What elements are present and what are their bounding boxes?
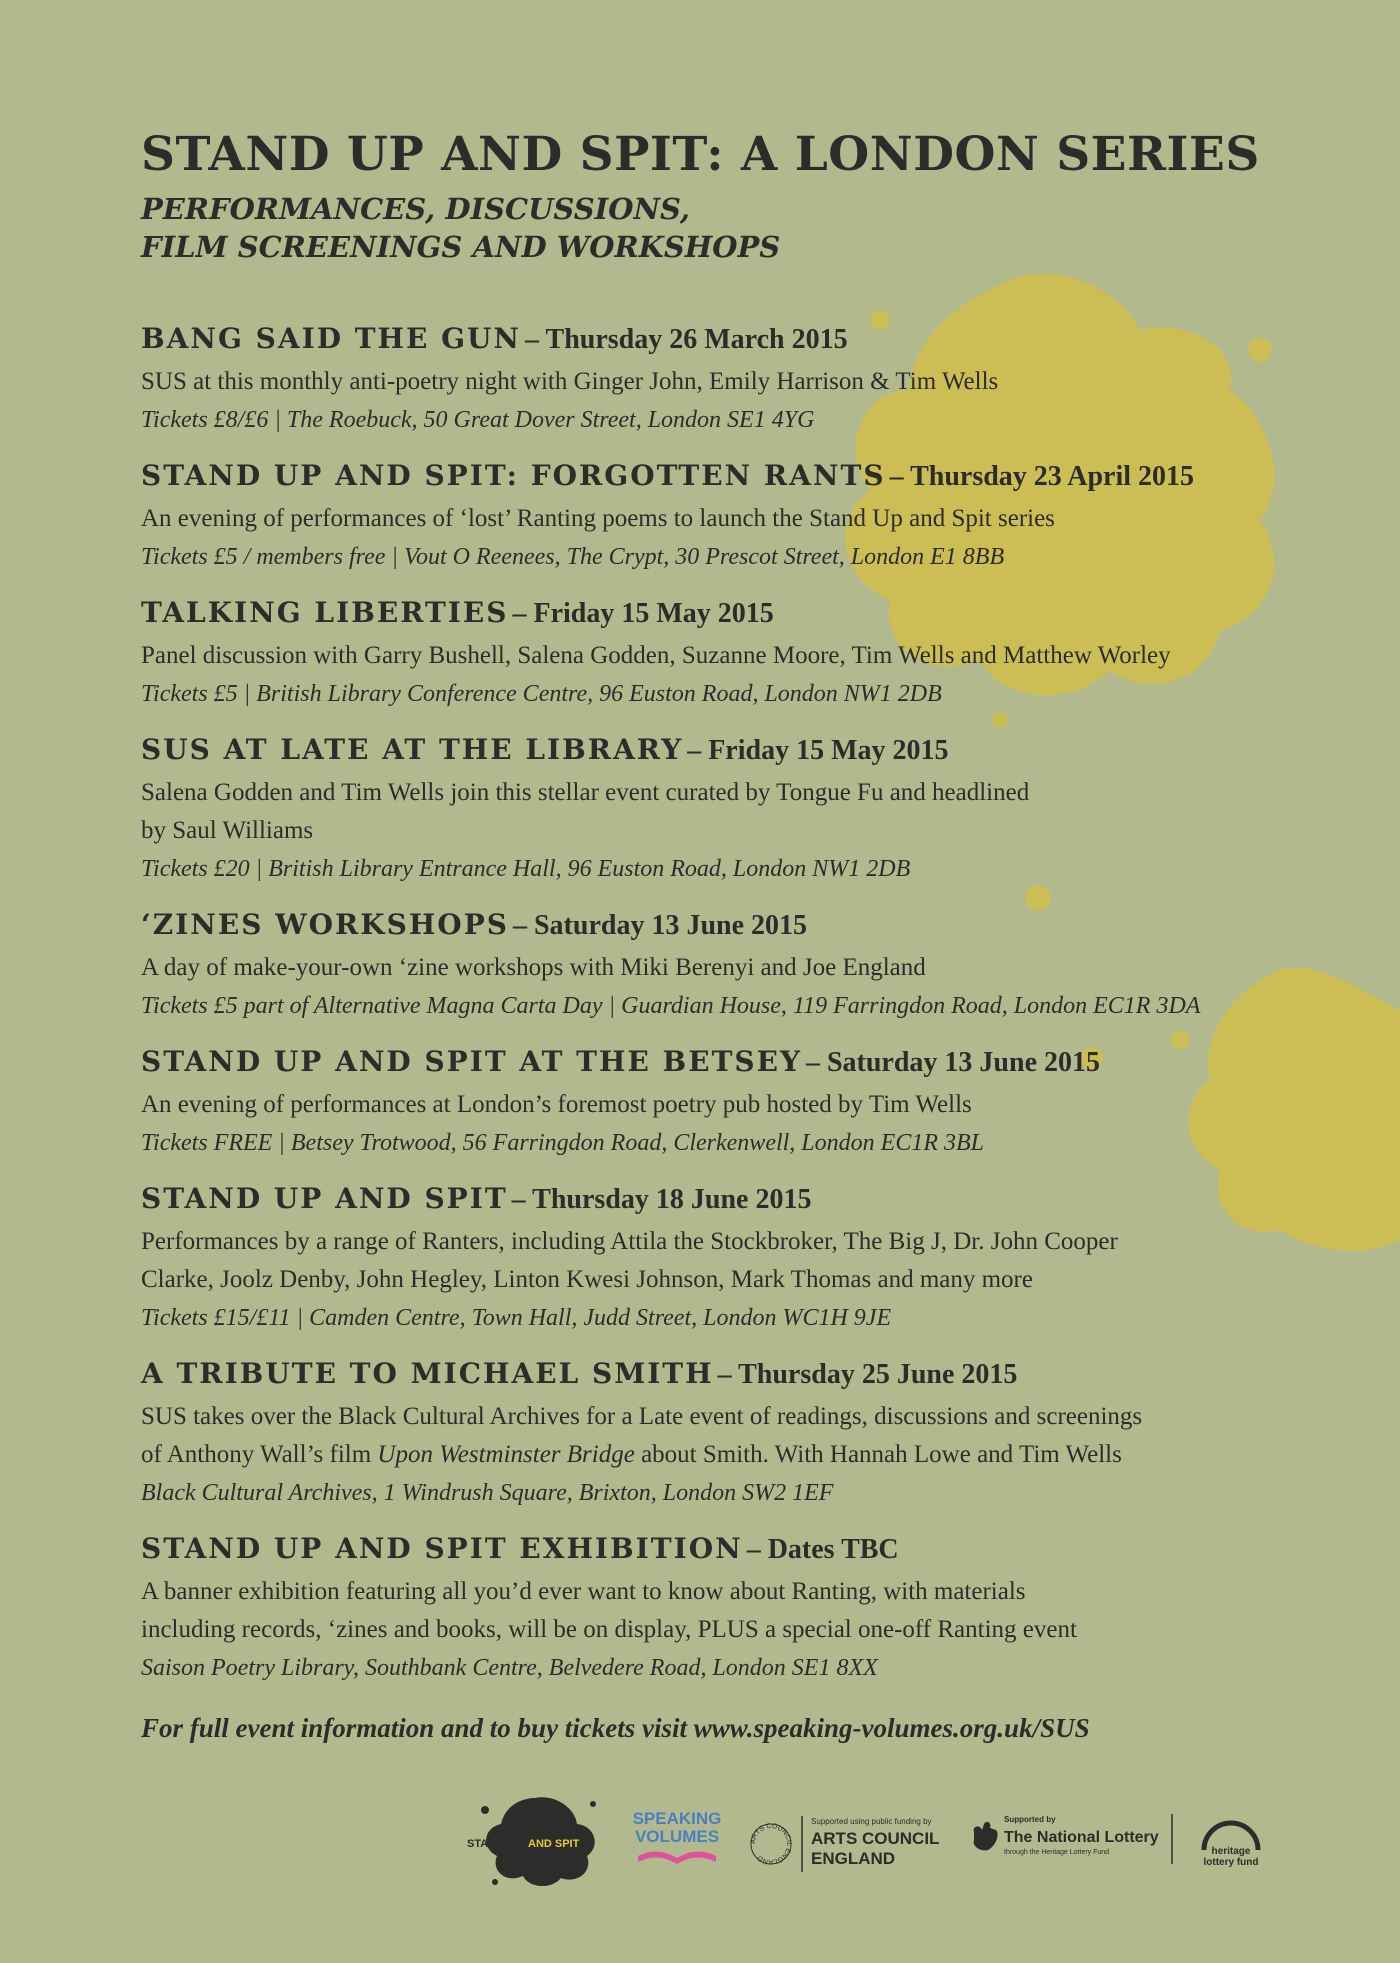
event-description-line-2: Clarke, Joolz Denby, John Hegley, Linton Kwesi Johnson, Mark Thomas and many more [141, 1266, 1033, 1294]
sv-logo-line-2: VOLUMES [634, 1827, 720, 1846]
event-venue: Tickets FREE | Betsey Trotwood, 56 Farringdon Road, Clerkenwell, London EC1R 3BL [141, 1130, 984, 1157]
event-item [141, 1043, 1361, 1162]
heritage-lottery-fund-logo [1198, 1814, 1264, 1870]
event-description: A day of make-your-own ‘zine workshops with Miki Berenyi and Joe England [141, 954, 926, 982]
event-venue: Tickets £8/£6 | The Roebuck, 50 Great Dover Street, London SE1 4YG [141, 407, 815, 434]
event-heading [141, 1043, 1361, 1086]
national-lottery-logo [962, 1812, 1182, 1872]
sponsor-logos [465, 1790, 1265, 1890]
event-venue: Tickets £5 | British Library Conference Centre, 96 Euston Road, London NW1 2DB [141, 681, 942, 708]
event-name: SUS AT LATE AT THE LIBRARY [141, 733, 684, 767]
event-venue: Tickets £5 / members free | Vout O Reenees, The Crypt, 30 Prescot Street, London E1 8BB [141, 544, 1005, 571]
film-intro-text: of Anthony Wall’s film [141, 1441, 378, 1469]
nl-small-text: Supported by [1004, 1815, 1056, 1824]
arts-council-england-logo [747, 1810, 947, 1880]
event-date: – Friday 15 May 2015 [687, 735, 949, 767]
event-description: An evening of performances at London’s foremost poetry pub hosted by Tim Wells [141, 1091, 972, 1119]
speaking-volumes-logo [630, 1806, 725, 1876]
event-venue: Black Cultural Archives, 1 Windrush Square, Brixton, London SW2 1EF [141, 1480, 834, 1507]
event-name: BANG SAID THE GUN [141, 322, 522, 356]
event-date: – Saturday 13 June 2015 [512, 910, 808, 942]
event-name: STAND UP AND SPIT EXHIBITION [141, 1532, 743, 1566]
event-item [141, 1180, 1361, 1337]
event-date: – Thursday 25 June 2015 [717, 1359, 1018, 1391]
event-description-line-2: including records, ‘zines and books, will be on display, PLUS a special one-off Ranting event [141, 1616, 1077, 1644]
event-description-line-2: by Saul Williams [141, 817, 314, 845]
event-name: STAND UP AND SPIT AT THE BETSEY [141, 1045, 802, 1079]
event-name: STAND UP AND SPIT [141, 1182, 508, 1216]
ace-ring-text: ARTS COUNCIL ENGLAND [749, 1822, 793, 1866]
event-description: Performances by a range of Ranters, including Attila the Stockbroker, The Big J, Dr. John Cooper [141, 1228, 1118, 1256]
hlf-logo-line-2: lottery fund [1203, 1857, 1259, 1868]
event-name: TALKING LIBERTIES [141, 596, 509, 630]
film-outro-text: about Smith. With Hannah Lowe and Tim Wells [634, 1441, 1122, 1469]
stand-up-and-spit-logo [465, 1790, 605, 1890]
event-date: – Friday 15 May 2015 [512, 598, 774, 630]
main-content [141, 128, 1361, 1744]
event-heading [141, 1355, 1361, 1398]
event-item [141, 1355, 1361, 1512]
event-item [141, 906, 1361, 1025]
event-heading [141, 1530, 1361, 1573]
event-item [141, 1530, 1361, 1687]
event-venue: Tickets £20 | British Library Entrance Hall, 96 Euston Road, London NW1 2DB [141, 856, 911, 883]
page-title: STAND UP AND SPIT: A LONDON SERIES [141, 127, 1260, 182]
event-description-line-2 [141, 1436, 1361, 1474]
sus-logo-text-right: AND SPIT [528, 1838, 580, 1850]
nl-sub-text: through the Heritage Lottery Fund [1004, 1849, 1110, 1856]
event-item [141, 594, 1361, 713]
event-description: Panel discussion with Garry Bushell, Salena Godden, Suzanne Moore, Tim Wells and Matthew Worley [141, 642, 1171, 670]
event-description: An evening of performances of ‘lost’ Ranting poems to launch the Stand Up and Spit series [141, 505, 1055, 533]
ace-logo-line-2: ENGLAND [811, 1849, 896, 1868]
event-venue: Tickets £5 part of Alternative Magna Carta Day | Guardian House, 119 Farringdon Road, London EC1R 3DA [141, 993, 1201, 1020]
event-item [141, 731, 1361, 888]
event-heading [141, 594, 1361, 637]
film-title: Upon Westminster Bridge [377, 1441, 635, 1469]
event-item [141, 457, 1361, 576]
event-venue: Tickets £15/£11 | Camden Centre, Town Hall, Judd Street, London WC1H 9JE [141, 1305, 892, 1332]
event-heading [141, 320, 1361, 363]
event-heading [141, 731, 1361, 774]
nl-logo-text: The National Lottery [1004, 1829, 1159, 1846]
sus-logo-text-left: STAND UP [467, 1838, 523, 1850]
event-description: SUS at this monthly anti-poetry night with Ginger John, Emily Harrison & Tim Wells [141, 368, 999, 396]
event-name: STAND UP AND SPIT: FORGOTTEN RANTS [141, 459, 886, 493]
event-heading [141, 457, 1361, 500]
event-description: SUS takes over the Black Cultural Archives for a Late event of readings, discussions and screenings [141, 1403, 1143, 1431]
event-name: A TRIBUTE TO MICHAEL SMITH [141, 1357, 714, 1391]
event-date: – Dates TBC [746, 1534, 899, 1566]
subtitle-line-2: FILM SCREENINGS AND WORKSHOPS [141, 230, 781, 265]
event-item [141, 320, 1361, 439]
event-date: – Thursday 18 June 2015 [511, 1184, 812, 1216]
ace-logo-line-1: ARTS COUNCIL [811, 1829, 940, 1848]
sv-logo-line-1: SPEAKING [632, 1809, 722, 1828]
event-venue: Saison Poetry Library, Southbank Centre, Belvedere Road, London SE1 8XX [141, 1655, 878, 1682]
event-name: ‘ZINES WORKSHOPS [141, 908, 509, 942]
event-heading [141, 1180, 1361, 1223]
event-date: – Thursday 23 April 2015 [889, 461, 1195, 493]
ticket-info-link[interactable]: For full event information and to buy tickets visit www.speaking-volumes.org.uk/SUS [141, 1713, 1090, 1744]
event-description: Salena Godden and Tim Wells join this stellar event curated by Tongue Fu and headlined [141, 779, 1030, 807]
event-list [141, 320, 1361, 1687]
event-heading [141, 906, 1361, 949]
event-date: – Saturday 13 June 2015 [805, 1047, 1100, 1079]
event-date: – Thursday 26 March 2015 [525, 324, 848, 356]
hlf-logo-line-1: heritage [1211, 1846, 1251, 1857]
subtitle-line-1: PERFORMANCES, DISCUSSIONS, [141, 192, 690, 227]
svg-text:ARTS COUNCIL ENGLAND [750, 1823, 792, 1865]
event-description: A banner exhibition featuring all you’d ever want to know about Ranting, with materials [141, 1578, 1026, 1606]
ace-small-text: Supported using public funding by [811, 1817, 932, 1826]
page-subtitle [141, 190, 1361, 266]
